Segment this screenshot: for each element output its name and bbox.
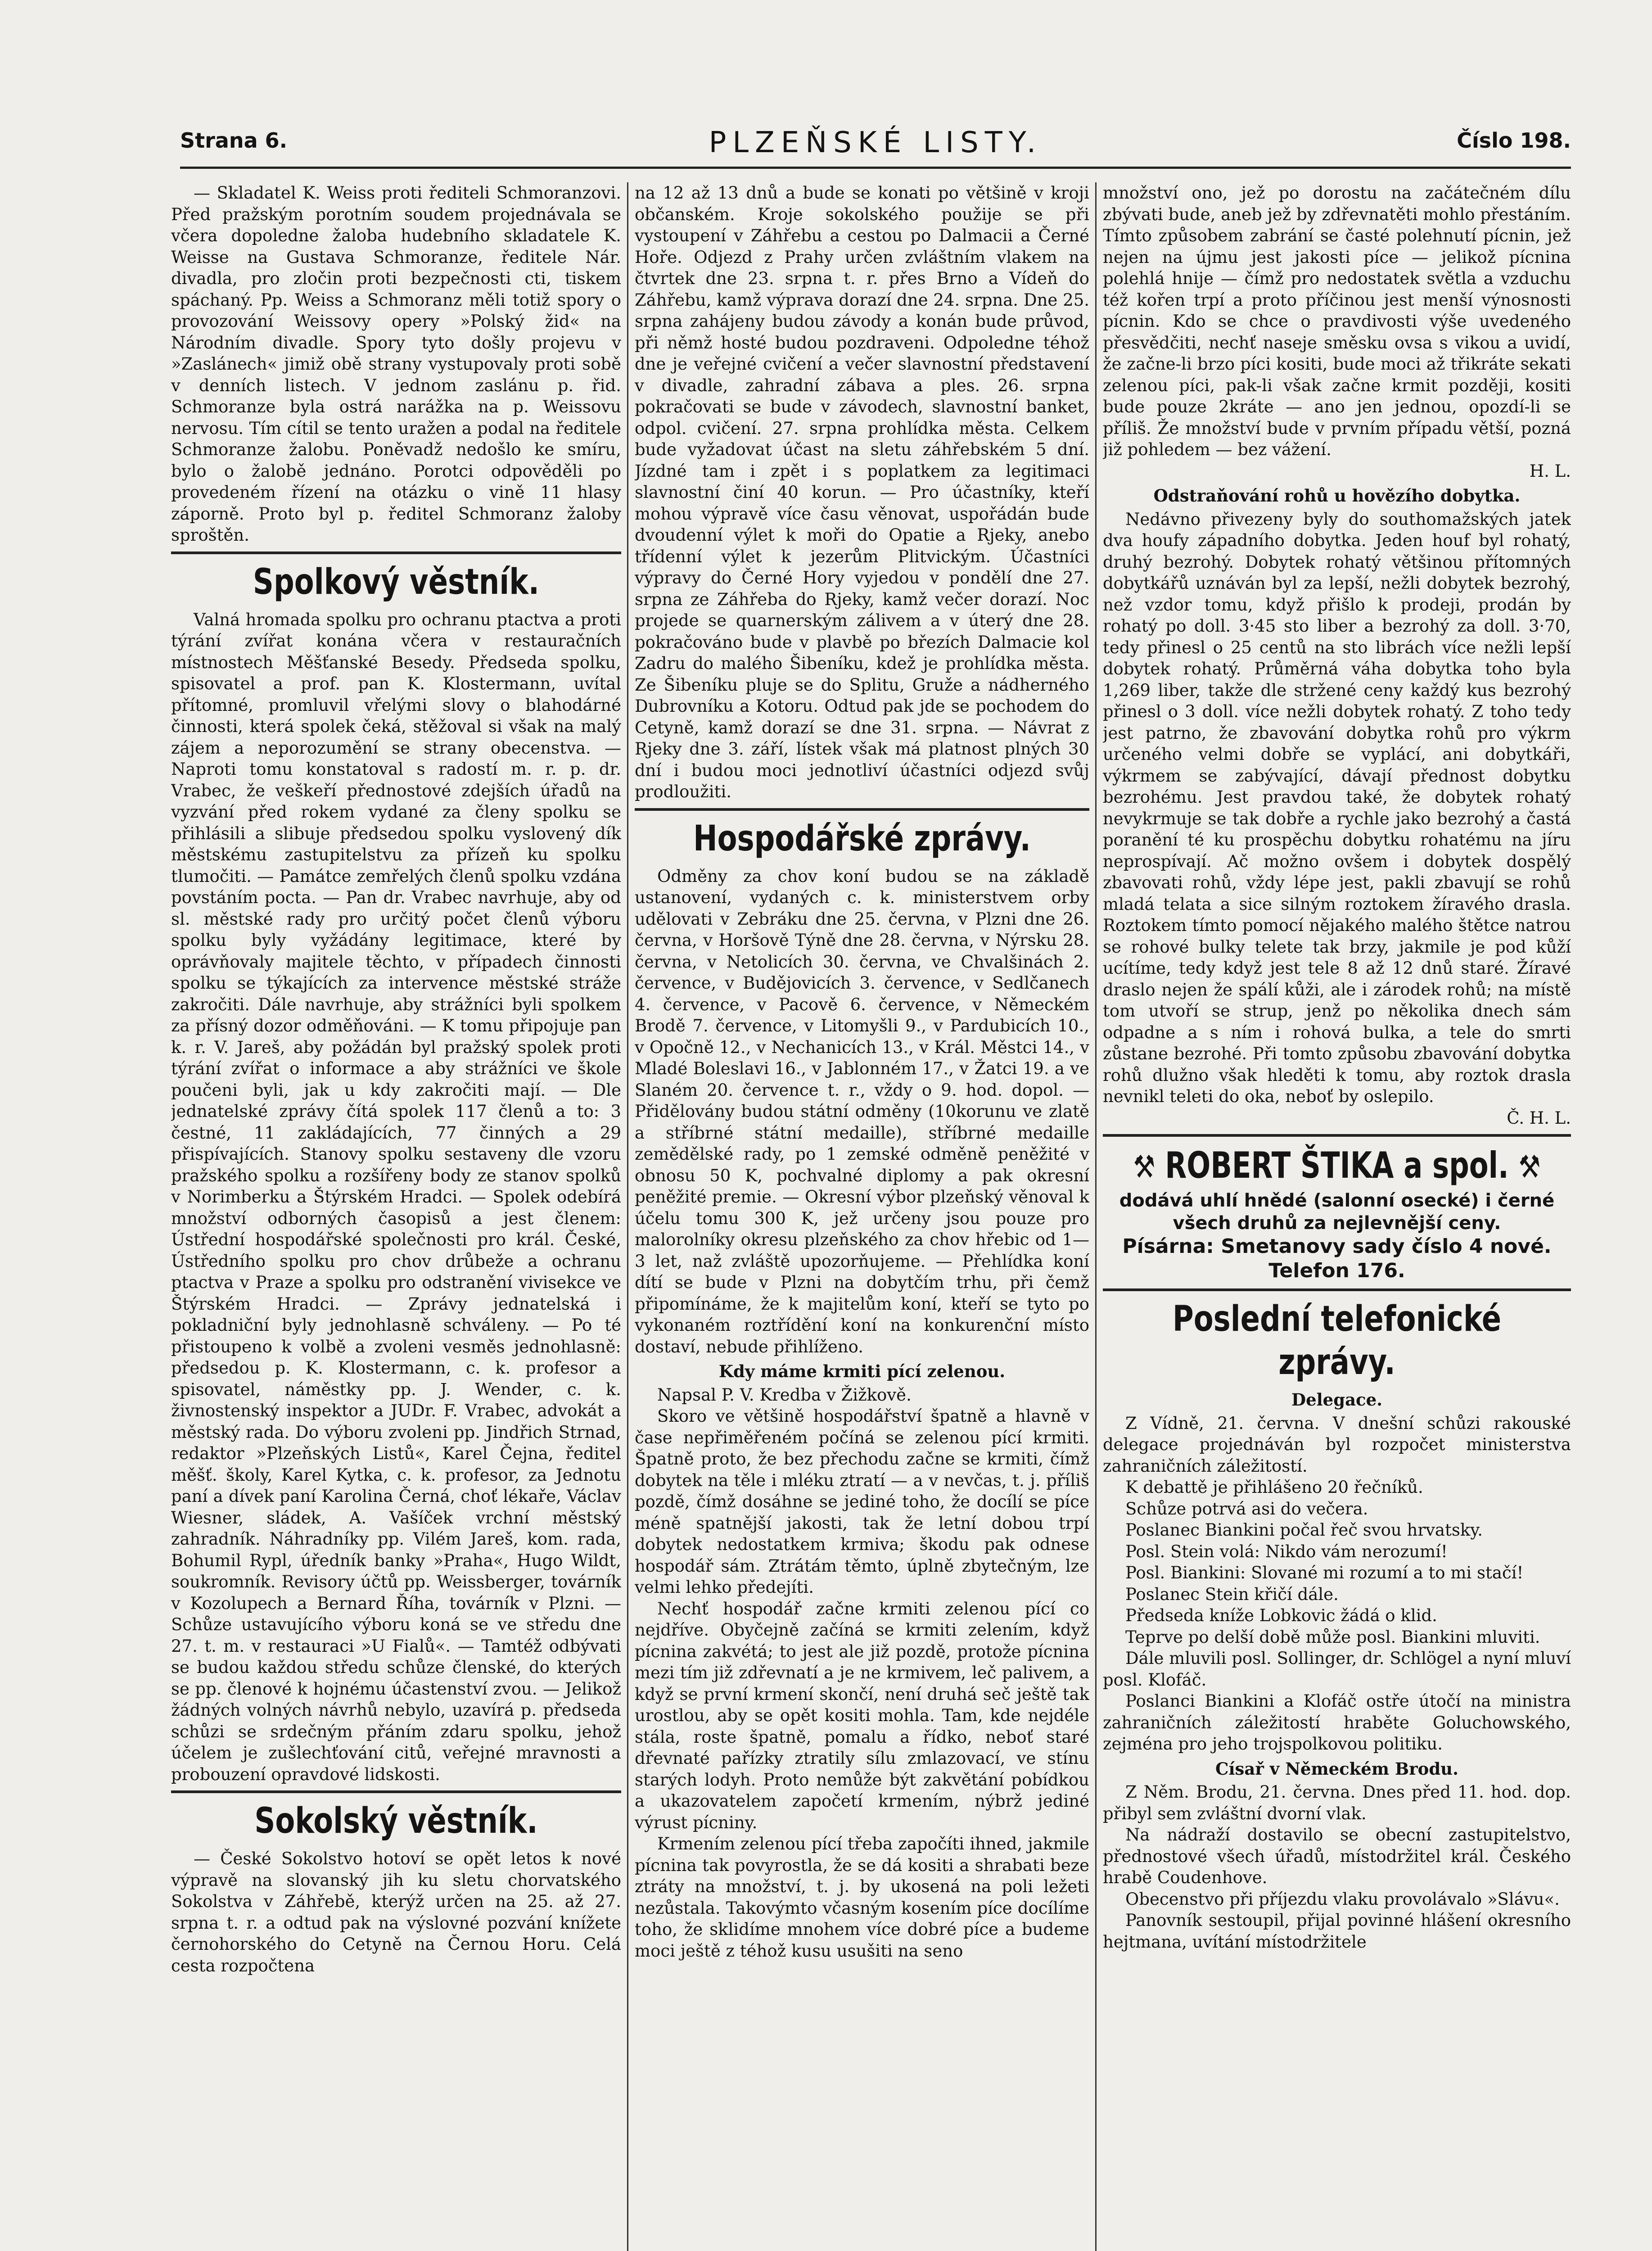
column-2: [635, 182, 1089, 2251]
news-item: Poslanec Biankini počal řeč svou hrvatsky.: [1125, 1520, 1483, 1540]
column-divider: [627, 182, 628, 2251]
article-weiss-schmoranz: — Skladatel K. Weiss proti řediteli Schmoranzovi. Před pražským porotním soudem projednávala se včera dopoledne žaloba hudebního skladatele K. Weisse na Gustava Schmoranze, ředitele Nár. divadla, pro zločin proti bezpečnosti cti, tiskem spáchaný. Pp. Weiss a Schmoranz měli totiž spory o provozování Weissovy opery »Polský žid« na Národním divadle. Spory tyto došly projevu v »Zaslánech« jimiž obě strany vystupovaly proti sobě v denních listech. V jednom zaslánu p. řid. Schmoranze byla ostrá narážka na p. Weissovu nervosu. Tím cítil se tento uražen a podal na ředitele Schmoranze žalobu. Poněvadž nedošlo ke smíru, bylo o žalobě jednáno. Porotci odpověděli po provedeném řízení na otázku o vině 11 hlasy záporně. Proto byl p. ředitel Schmoranz žaloby sproštěn.: [171, 183, 621, 545]
section-heading-spolkovy: Spolkový věstník.: [253, 561, 540, 602]
column-1: [171, 182, 621, 2251]
page-number: Strana 6.: [180, 128, 288, 153]
article-heading-krmeni: Kdy máme krmiti pící zelenou.: [718, 1361, 1006, 1381]
news-item: Panovník sestoupil, přijal povinné hlášení okresního hejtmana, uvítání místodržitele: [1103, 1911, 1571, 1952]
news-item: Posl. Stein volá: Nikdo vám nerozumí!: [1125, 1541, 1448, 1561]
signature: Č. H. L.: [1507, 1108, 1571, 1128]
section-divider: [1103, 1134, 1571, 1137]
section-heading-sokolsky: Sokolský věstník.: [254, 1801, 538, 1841]
hammer-pick-icon: ⚒: [1518, 1148, 1541, 1185]
ad-company-name: ⚒ ROBERT ŠTIKA a spol. ⚒: [1133, 1144, 1541, 1186]
news-item: Poslanci Biankini a Klofáč ostře útočí na ministra zahraničních záležitostí hraběte Goluchowského, zejména pro jeho trojspolkovou politiku.: [1103, 1691, 1571, 1754]
article-sokolstvo-cont: na 12 až 13 dnů a bude se konati po většině v kroji občanském. Kroje sokolského použije se při vystoupení v Záhřebu a cestou po Dalmacii a Černé Hoře. Odjezd z Prahy určen zvláštním vlakem na čtvrtek dne 23. srpna t. r. přes Brno a Vídeň do Záhřebu, kamž výprava dorazí dne 24. srpna. Dne 25. srpna zahájeny budou závody a konán bude průvod, při němž hosté budou pozdraveni. Odpoledne téhož dne je veřejné cvičení a večer slavnostní představení v divadle, zahradní zábava a ples. 26. srpna pokračovati se bude v závodech, slavnostní banket, odpol. cvičení. 27. srpna prohlídka města. Celkem bude vyžadovat účast na sletu záhřebském 5 dní. Jízdné tam i zpět i s poplatkem za legitimaci slavnostní činí 40 korun. — Pro účastníky, kteří mohou výpravě více času věnovat, uspořádán bude dvoudenní výlet k moři do Opatie a Rjeky, anebo třídenní výlet k jezerům Plitvickým. Účastníci výpravy do Černé Hory vyjedou v pondělí dne 27. srpna ze Záhřeba do Rjeky, kamž večer dorazí. Noc projede se quarnerským zálivem a v úterý dne 28. pokračováno bude v plavbě po březích Dalmacie kol Zadru do malého Šibeníku, kdež je prohlídka města. Ze Šibeníku pluje se do Splitu, Gruže a nádherného Dubrovníku a Kotoru. Odtud pak jde se pochodem do Cetyně, kamž dorazí se dne 31. srpna. — Návrat z Rjeky dne 3. září, lístek však má platnost plných 30 dní i budou moci jednotliví účastníci odjezd svůj prodloužiti.: [635, 183, 1089, 801]
page-header: [180, 126, 1571, 169]
news-item: Posl. Biankini: Slované mi rozumí a to mi stačí!: [1125, 1563, 1524, 1582]
news-heading-cisar: Císař v Německém Brodu.: [1215, 1758, 1458, 1779]
section-divider: [635, 808, 1089, 811]
article-krmeni-cont: množství ono, jež po dorostu na začátečném dílu zbývati bude, aneb jež by zdřevnatěti mohlo přestáním. Tímto způsobem zabrání se časté polehnutí pícnin, jež nejen na újmu jest jakosti píce — jelikož pícnina polehlá hnije — čímž pro nedostatek světla a vzduchu též kořen trpí a proto příčinou jest menší výnosnosti pícnin. Kdo se chce o pravdivosti výše uvedeného přesvědčiti, nechť naseje směsku ovsa s vikou a uvidí, že začne-li brzo píci kositi, bude moci až třikráte sekati zelenou píci, pak-li však začne krmit později, kositi bude pouze 2kráte — ano jen jednou, opozdí-li se příliš. Že množství bude v prvním případu větší, pozná již pohledem — bez vážení.: [1103, 183, 1571, 459]
news-item: Poslanec Stein křičí dále.: [1125, 1584, 1339, 1604]
section-divider: [1103, 1288, 1571, 1291]
news-item: Z Vídně, 21. června. V dnešní schůzi rakouské delegace projednáván byl rozpočet ministerstva zahraničních záležitostí.: [1103, 1413, 1571, 1476]
section-heading-hospodarske: Hospodářské zprávy.: [693, 818, 1031, 859]
news-item: Z Něm. Brodu, 21. června. Dnes před 11. hod. dop. přibyl sem zvláštní dvorní vlak.: [1103, 1782, 1571, 1823]
news-item: Schůze potrvá asi do večera.: [1125, 1499, 1368, 1519]
ad-phone: Telefon 176.: [1268, 1259, 1405, 1282]
news-item: Teprve po delší době může posl. Biankini mluviti.: [1125, 1627, 1540, 1647]
article-paragraph: Krmením zelenou pící třeba započíti ihned, jakmile pícnina tak povyrostla, že se dá kositi a shrabati beze ztráty na množství, t. j. by ukosená na poli ležeti nezůstala. Takovýmto včasným kosením píce docílíme toho, že sklidíme mnohem více dobré píce a budeme moci ještě z téhož kusu usušiti na seno: [635, 1834, 1089, 1961]
article-odstranovani-rohu: Nedávno přivezeny byly do southomažských jatek dva houfy západního dobytka. Jeden houf byl rohatý, druhý bezrohý. Dobytek rohatý většinou přítomných dobytkářů uznáván byl za lepší, nežli dobytek bezrohý, než vzdor tomu, když přišlo k prodeji, prodán by rohatý po doll. 3·45 sto liber a bezrohý za doll. 3·70, tedy přinesl o 25 centů na sto librách více nežli lepší dobytek rohatý. Průměrná váha dobytka toho byla 1,269 liber, takže dle stržené ceny každý kus bezrohý přinesl o 3 doll. více nežli dobytek rohatý. Z toho tedy jest patrno, že zbavování dobytka rohů pro výkrm určeného velmi dobře se vyplácí, ani dobytkáři, výkrmem se zabývající, dávají přednost dobytku bezrohému. Jest pravdou také, že dobytek rohatý nevykrmuje se tak dobře a rychle jako bezrohý a častá poranění té ku prospěchu dobytku rohatému na jíru neprospívají. Ač možno ovšem i dobytek dospělý zbavovati rohů, vždy lépe jest, pakli zbavují se rohů mladá telata a sice silným roztokem žíravého drasla. Roztokem tímto pomocí nějakého malého štětce natrou se rohové bulky telete tak brzy, jakmile je pod kůží ucítíme, tedy když jest tele 8 až 12 dnů staré. Žíravé draslo nejen že spálí kůži, ale i zárodek rohů; na místě tom utvoří se strup, jenž po několika dnech sám odpadne a s ním i rohová bulka, a tele do smrti zůstane bezrohé. Při tomto způsobu zbavování dobytka rohů dlužno však hleděti k tomu, aby roztok drasla nevnikl teleti do oka, neboť by oslepilo.: [1103, 509, 1571, 1106]
advertisement-stika: [1103, 1143, 1571, 1283]
column-divider: [1095, 182, 1097, 2251]
news-item: Dále mluvili posl. Sollinger, dr. Schlögel a nyní mluví posl. Klofáč.: [1103, 1649, 1571, 1690]
hammer-pick-icon: ⚒: [1133, 1148, 1155, 1185]
article-heading-rohy: Odstraňování rohů u hovězího dobytka.: [1153, 486, 1521, 506]
article-sokolstvo: — České Sokolstvo hotoví se opět letos k nové výpravě na slovanský jih ku sletu chorvatského Sokolstva v Záhřebě, kterýž určen na 25. až 27. srpna t. r. a odtud pak na výslovné pozvání knížete černohorského do Cetyně na Černou Horu. Celá cesta rozpočtena: [171, 1849, 621, 1975]
article-ochrana-ptactva: Valná hromada spolku pro ochranu ptactva a proti týrání zvířat konána včera v restauračních místnostech Měšťanské Besedy. Předseda spolku, spisovatel a prof. pan K. Klostermann, uvítal přítomné, promluvil vřelými slovy o blahodárné činnosti, která spolek čeká, stěžoval si však na malý zájem a neporozumění se strany obecenstva. — Naproti tomu konstatoval s radostí m. r. p. dr. Vrabec, že veškeří přednostové zdejších úřadů na vyzvání před rokem vydané za členy spolku se přihlásili a slibuje předsedou spolku vyslovený dík městskému zastupitelstvu za přízeň ku spolku tlumočiti. — Památce zemřelých členů spolku vzdána povstáním pocta. — Pan dr. Vrabec navrhuje, aby od sl. městské rady pro určitý počet členů výboru spolku byly vyžádány legitimace, které by oprávňovaly majitele těchto, v případech činnosti spolku se týkajících za intervence městské stráže zakročiti. Dále navrhuje, aby strážníci byli spolkem za přísný dozor odměňováni. — K tomu připojuje pan k. r. V. Jareš, aby požádán byl pražský spolek proti týrání zvířat o informace a aby strážníci ve škole poučeni byli, jak u kdy zakročiti mají. — Dle jednatelské zprávy čítá spolek 117 členů a to: 3 čestné, 11 zakládajících, 77 činných a 29 přispívajících. Stanovy spolku sestaveny dle vzoru pražského spolku a rozšířeny body ze stanov spolků v Norimberku a Štýrském Hradci. — Spolek odebírá množství odborných časopisů a jest členem: Ústřední hospodářské společnosti pro král. České, Ústředního spolku pro chov drůbeže a ochranu ptactva v Praze a spolku pro odstranění vivisekce ve Štýrském Hradci. — Zprávy jednatelská i pokladniční byly jednohlasně schváleny. — Po té přistoupeno k volbě a zvoleni vesměs jednohlasně: předsedou p. K. Klostermann, c. k. profesor a spisovatel, náměstky pp. J. Wender, c. k. živnostenský inspektor a JUDr. F. Vrabec, advokát a městský rada. Do výboru zvoleni pp. Jindřich Strnad, redaktor »Plzeňských Listů«, Karel Čejna, ředitel měšť. školy, Karel Kytka, c. k. profesor, za Jednotu paní a dívek paní Karolina Černá, choť lékaře, Václav Wiesner, sládek, A. Vašíček vrchní městský zahradník. Náhradníky pp. Vilém Jareš, kom. rada, Bohumil Rypl, úředník banky »Praha«, Hugo Wildt, soukromník. Revisory účtů pp. Weissberger, továrník v Kozolupech a Bernard Říha, továrník v Plzni. — Schůze ustavujícího výboru koná se ve středu dne 27. t. m. v restauraci »U Fialů«. — Tamtéž odbývati se budou každou středu schůze členské, do kterých se pp. členové k hojnému účastenství zvou. — Jelikož žádných volných návrhů nebylo, uzavírá p. předseda schůzi se srdečným přáním zdaru spolku, jehož účelem je zušlechťování citů, veřejné mravnosti a probouzení opravdové lidskosti.: [171, 610, 621, 1784]
issue-number: Číslo 198.: [1457, 128, 1571, 153]
signature: H. L.: [1529, 461, 1571, 481]
news-item: K debattě je přihlášeno 20 řečníků.: [1125, 1478, 1423, 1497]
article-paragraph: Nechť hospodář začne krmiti zelenou pící co nejdříve. Obyčejně začíná se krmiti zelením, když pícnina zakvétá; to jest ale již pozdě, protože pícnina mezi tím již zdřevnatí a je ne krmivem, leč palivem, a když se první krmení skončí, není druhá seč ještě tak urostlou, aby se opět kositi mohla. Tam, kde nejdéle stála, roste špatně, pomalu a řídko, neboť staré dřevnaté pařízky ztratily sílu zmlazovací, ve stínu starých lodyh. Proto nemůže být zakvětání pobídkou a ukazovatelem započetí krmením, nýbrž jediné výrust pícniny.: [635, 1599, 1089, 1832]
news-heading-delegace: Delegace.: [1291, 1390, 1383, 1410]
newspaper-title: PLZEŇSKÉ LISTY.: [709, 126, 1043, 159]
ad-text: dodává uhlí hnědé (salonní osecké) i černé: [1119, 1190, 1555, 1211]
article-paragraph: Skoro ve většině hospodářství špatně a hlavně v čase nepřiměřeném počíná se zelenou pící krmiti. Špatně proto, že bez přechodu začne se krmiti, čímž dobytek na těle i mléku ztratí — a v nevčas, t. j. příliš pozdě, čímž dosáhne se jediné toho, že docílí se píce méně spatnější jakosti, tak že letní dobou trpí dobytek nedostatkem krmiva; škodu pak odnese hospodář sám. Ztrátám těmto, úplně zbytečným, lze velmi lehko předejíti.: [635, 1406, 1089, 1597]
news-item: Obecenstvo při příjezdu vlaku provolávalo »Slávu«.: [1125, 1889, 1560, 1909]
ad-address: Písárna: Smetanovy sady číslo 4 nové.: [1122, 1235, 1552, 1258]
news-item: Předseda kníže Lobkovic žádá o klid.: [1125, 1606, 1437, 1625]
section-heading-telefonicke: Poslední telefonické zprávy.: [1172, 1299, 1502, 1383]
section-divider: [171, 551, 621, 554]
news-item: Na nádraží dostavilo se obecní zastupitelstvo, přednostové všech úřadů, místodržitel král. Českého hrabě Coudenhove.: [1103, 1825, 1571, 1887]
article-odmeny-chov-koni: Odměny za chov koní budou se na základě ustanovení, vydaných c. k. ministerstvem orby udělovati v Zebráku dne 25. června, v Plzni dne 26. června, v Horšově Týně dne 28. června, v Nýrsku 28. června, v Netolicích 30. června, ve Chvalšinách 2. července, v Budějovicích 3. července, v Sedlčanech 4. července, v Pacově 6. července, v Německém Brodě 7. července, v Litomyšli 9., v Pardubicích 10., v Opočně 12., v Nechanicích 13., v Král. Městci 14., v Mladé Boleslavi 16., v Jablonném 17., v Žatci 19. a ve Slaném 20. července t. r., vždy o 9. hod. dopol. — Přidělovány budou státní odměny (10korunu ve zlatě a stříbrné státní medaille), stříbrné medaille zemědělské rady, po 1 zemské odměně peněžité v obnosu 50 K, pochvalné diplomy a pak okresní peněžité premie. — Okresní výbor plzeňský věnoval k účelu tomu 300 K, jež určeny jsou pouze pro malorolníky okresu plzeňského za chov hřebic od 1—3 let, naž zvláště upozorňujeme. — Přehlídka koní dítí se bude v Plzni na dobytčím trhu, při čemž připomínáme, že k majitelům koní, kteří se tyto po vykonaném roztřídění koní na konkurenční místo dostaví, nebude přihlíženo.: [635, 866, 1089, 1356]
column-3: [1103, 182, 1571, 2251]
article-author: Napsal P. V. Kredba v Žižkově.: [657, 1385, 912, 1405]
ad-text: všech druhů za nejlevnější ceny.: [1173, 1213, 1501, 1234]
section-divider: [171, 1790, 621, 1793]
